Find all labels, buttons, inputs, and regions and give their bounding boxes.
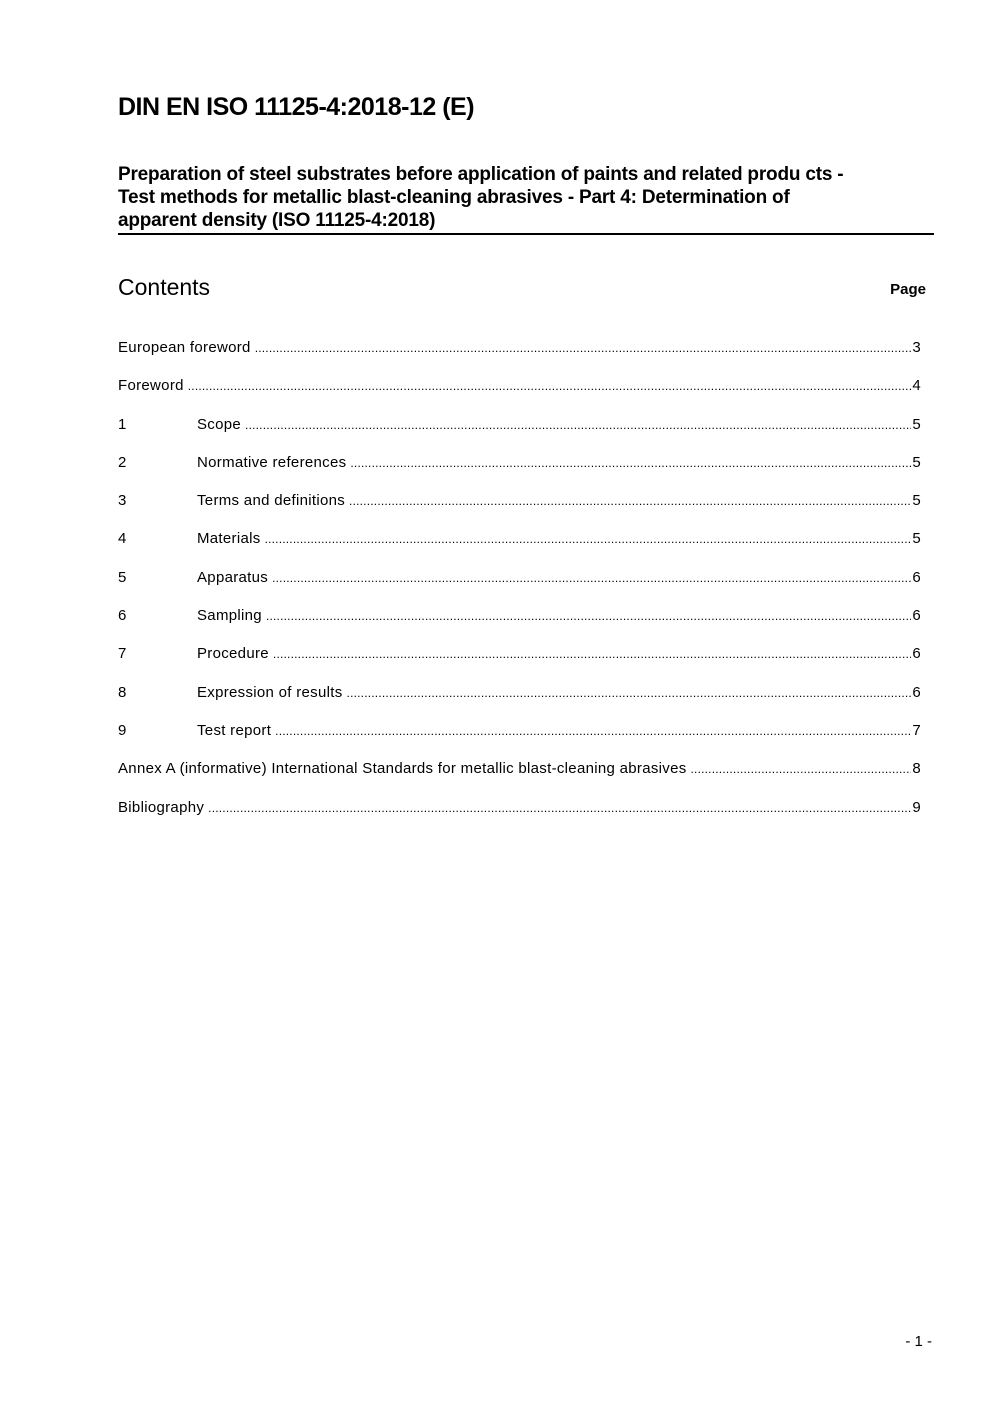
toc-leader-dots	[691, 762, 912, 776]
footer-page-number: - 1 -	[905, 1333, 932, 1350]
toc-entry-number: 3	[118, 492, 127, 510]
toc-leader-dots	[350, 456, 911, 470]
toc-entry-page: 6	[912, 645, 921, 663]
toc-entry-european-foreword[interactable]	[118, 339, 921, 377]
toc-entry-title: Foreword	[118, 377, 184, 395]
toc-leader-dots	[272, 571, 911, 585]
toc-leader-dots	[245, 418, 911, 432]
subtitle-line: Preparation of steel substrates before application of paints and related produ cts -	[118, 164, 844, 185]
toc-leader-dots	[273, 647, 911, 661]
toc-leader-dots	[265, 532, 912, 546]
toc-entry-page: 5	[912, 415, 921, 433]
toc-entry-bibliography[interactable]	[118, 799, 921, 837]
toc-entry-title: European foreword	[118, 339, 251, 356]
document-title: DIN EN ISO 11125-4:2018-12 (E)	[118, 93, 475, 121]
toc-entry-foreword[interactable]	[118, 377, 921, 415]
document-subtitle	[118, 163, 934, 235]
toc-entry-page: 3	[912, 339, 921, 356]
toc-entry-number: 5	[118, 568, 127, 586]
toc-entry-number: 4	[118, 530, 127, 548]
toc-entry-page: 5	[912, 453, 921, 471]
toc-leader-dots	[208, 801, 911, 815]
toc-entry-scope[interactable]	[118, 416, 921, 454]
table-of-contents	[118, 339, 921, 837]
toc-entry-title: Annex A (informative) International Standards for metallic blast-cleaning abrasives	[118, 760, 687, 778]
toc-entry-number: 1	[118, 415, 127, 433]
toc-entry-normative-references[interactable]	[118, 454, 921, 492]
toc-entry-test-report[interactable]	[118, 722, 921, 760]
toc-entry-page: 6	[912, 607, 921, 625]
toc-entry-number: 6	[118, 607, 127, 625]
toc-entry-title: Bibliography	[118, 798, 205, 816]
toc-entry-page: 5	[912, 530, 921, 548]
toc-entry-page: 8	[912, 760, 921, 778]
toc-entry-title: Expression of results	[197, 683, 343, 701]
toc-entry-title: Materials	[197, 530, 261, 548]
toc-entry-title: Terms and definitions	[197, 492, 346, 510]
toc-entry-terms-and-definitions[interactable]	[118, 492, 921, 530]
toc-leader-dots	[349, 494, 911, 508]
toc-entry-number: 2	[118, 453, 127, 471]
toc-entry-title: Normative references	[197, 453, 347, 471]
toc-leader-dots	[188, 379, 912, 393]
toc-entry-title: Procedure	[197, 645, 269, 663]
toc-entry-expression-of-results[interactable]	[118, 684, 921, 722]
toc-entry-procedure[interactable]	[118, 645, 921, 683]
toc-entry-page: 7	[912, 721, 921, 739]
subtitle-line: apparent density (ISO 11125-4:2018)	[118, 210, 436, 231]
toc-entry-sampling[interactable]	[118, 607, 921, 645]
toc-leader-dots	[275, 724, 911, 738]
toc-entry-page: 9	[912, 798, 921, 816]
toc-leader-dots	[266, 609, 911, 623]
page-column-label: Page	[890, 281, 926, 298]
toc-entry-title: Sampling	[197, 607, 262, 625]
toc-entry-title: Test report	[197, 721, 272, 739]
toc-entry-page: 6	[912, 683, 921, 701]
toc-entry-page: 6	[912, 568, 921, 586]
toc-entry-number: 7	[118, 645, 127, 663]
toc-entry-page: 4	[912, 377, 921, 395]
toc-leader-dots	[347, 686, 912, 700]
contents-heading: Contents	[118, 274, 211, 300]
toc-entry-apparatus[interactable]	[118, 569, 921, 607]
toc-entry-page: 5	[912, 492, 921, 510]
toc-entry-annex-a[interactable]	[118, 760, 921, 798]
subtitle-line: Test methods for metallic blast-cleaning abrasives - Part 4: Determination of	[118, 187, 790, 208]
toc-entry-number: 8	[118, 683, 127, 701]
toc-entry-materials[interactable]	[118, 530, 921, 568]
toc-entry-title: Apparatus	[197, 568, 269, 586]
toc-entry-title: Scope	[197, 415, 242, 433]
toc-leader-dots	[255, 341, 912, 355]
toc-entry-number: 9	[118, 721, 127, 739]
